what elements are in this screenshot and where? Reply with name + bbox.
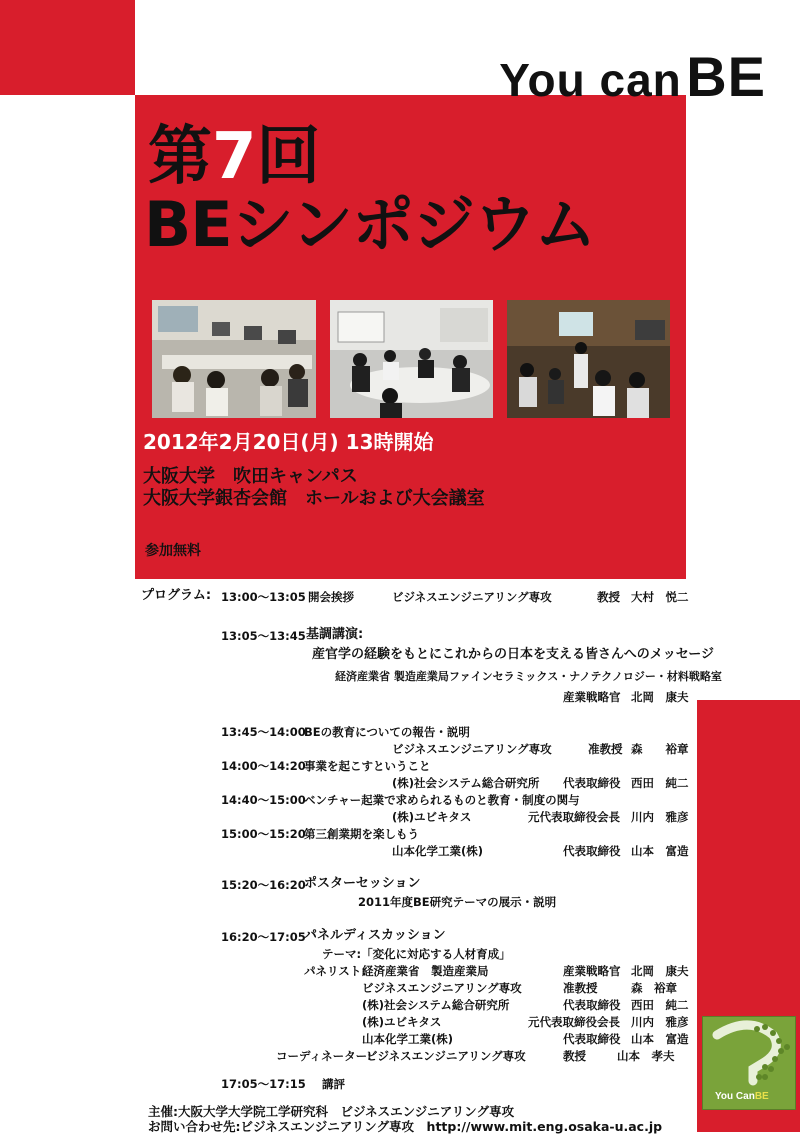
youcanbe-logo bbox=[702, 1016, 796, 1110]
program-org: 山本化学工業(株) bbox=[392, 844, 484, 858]
corner-red-block bbox=[0, 0, 135, 95]
panelist-role: 准教授 bbox=[563, 981, 598, 995]
program-time: 15:00～15:20 bbox=[221, 827, 306, 841]
logo-text-you: You Can bbox=[715, 1091, 755, 1102]
program-name: 山本 富造 bbox=[631, 844, 689, 858]
program-name: 北岡 康夫 bbox=[631, 690, 689, 704]
program-role: 産業戦略官 bbox=[563, 690, 621, 704]
panelist-org: 山本化学工業(株) bbox=[362, 1032, 454, 1046]
program-title: 第三創業期を楽しもう bbox=[304, 827, 419, 841]
title-edition bbox=[148, 122, 321, 192]
panel-theme: テーマ:「変化に対応する人材育成」 bbox=[322, 947, 511, 961]
panelist-name: 森 裕章 bbox=[631, 981, 677, 995]
coordinator-role: 教授 bbox=[563, 1049, 586, 1063]
event-date: 2012年2月20日(月) 13時開始 bbox=[143, 430, 434, 454]
footer-contact: お問い合わせ先:ビジネスエンジニアリング専攻 http://www.mit.eng.osaka-u.ac.jp bbox=[148, 1119, 663, 1134]
program-title: BEの教育についての報告・説明 bbox=[304, 725, 470, 739]
program-title: ベンチャー起業で求められるものと教育・制度の関与 bbox=[304, 793, 580, 807]
program-name: 西田 純二 bbox=[631, 776, 689, 790]
program-org: (株)ユビキタス bbox=[392, 810, 472, 824]
program-role: 元代表取締役会長 bbox=[528, 810, 620, 824]
panelists-label: パネリスト: bbox=[304, 964, 366, 978]
program-title: 事業を起こすということ bbox=[304, 759, 431, 773]
program-label: プログラム: bbox=[141, 588, 212, 603]
coordinator-org: ビジネスエンジニアリング専攻 bbox=[366, 1049, 526, 1063]
footer-host: 主催:大阪大学大学院工学研究科 ビジネスエンジニアリング専攻 bbox=[148, 1104, 515, 1119]
photo-poster-session bbox=[507, 300, 670, 418]
title-suffix: 回 bbox=[256, 120, 321, 194]
logo-text-be: BE bbox=[754, 1091, 769, 1102]
panelist-name: 山本 富造 bbox=[631, 1032, 689, 1046]
program-time: 13:45～14:00 bbox=[221, 725, 306, 739]
program-title: 開会挨拶 bbox=[308, 590, 354, 604]
panelist-role: 代表取締役 bbox=[563, 998, 621, 1012]
title-main: BEシンポジウム bbox=[144, 188, 596, 261]
photo-lab bbox=[152, 300, 316, 418]
program-time: 17:05～17:15 bbox=[221, 1077, 306, 1091]
program-time: 15:20～16:20 bbox=[221, 878, 306, 892]
tagline-big: BE bbox=[686, 45, 766, 108]
event-venue-1: 大阪大学 吹田キャンパス bbox=[143, 466, 358, 487]
program-org: (株)社会システム総合研究所 bbox=[392, 776, 540, 790]
panelist-org: (株)ユビキタス bbox=[362, 1015, 442, 1029]
program-time: 13:05～13:45 bbox=[221, 629, 306, 643]
coordinator-label: コーディネーター: bbox=[276, 1049, 372, 1063]
program-org: ビジネスエンジニアリング専攻 bbox=[392, 590, 552, 604]
tagline-small: You can bbox=[499, 54, 682, 106]
panelist-name: 川内 雅彦 bbox=[631, 1015, 689, 1029]
program-role: 代表取締役 bbox=[563, 776, 621, 790]
poster-subtitle: 2011年度BE研究テーマの展示・説明 bbox=[358, 895, 557, 909]
event-fee: 参加無料 bbox=[145, 543, 201, 559]
program-title: パネルディスカッション bbox=[304, 928, 446, 943]
program-time: 14:40～15:00 bbox=[221, 793, 306, 807]
panelist-name: 西田 純二 bbox=[631, 998, 689, 1012]
tagline bbox=[499, 44, 766, 109]
panelist-org: (株)社会システム総合研究所 bbox=[362, 998, 510, 1012]
program-time: 13:00～13:05 bbox=[221, 590, 306, 604]
event-venue-2: 大阪大学銀杏会館 ホールおよび大会議室 bbox=[143, 488, 485, 509]
title-prefix: 第 bbox=[148, 120, 212, 194]
panelist-role: 元代表取締役会長 bbox=[528, 1015, 620, 1029]
program-time: 16:20～17:05 bbox=[221, 930, 306, 944]
logo-text bbox=[715, 1091, 769, 1102]
panelist-org: 経済産業省 製造産業局 bbox=[362, 964, 489, 978]
panelist-name: 北岡 康夫 bbox=[631, 964, 689, 978]
program-name: 川内 雅彦 bbox=[631, 810, 689, 824]
program-org: 経済産業省 製造産業局ファインセラミックス・ナノテクノロジー・材料戦略室 bbox=[335, 670, 722, 683]
panelist-org: ビジネスエンジニアリング専攻 bbox=[362, 981, 522, 995]
program-title: 基調講演: bbox=[306, 627, 364, 642]
program-title: ポスターセッション bbox=[304, 876, 421, 891]
program-role: 教授 bbox=[597, 590, 620, 604]
program-time: 14:00～14:20 bbox=[221, 759, 306, 773]
panelist-role: 産業戦略官 bbox=[563, 964, 621, 978]
program-role: 准教授 bbox=[588, 742, 623, 756]
panelist-role: 代表取締役 bbox=[563, 1032, 621, 1046]
photo-meeting bbox=[330, 300, 493, 418]
program-title: 講評 bbox=[322, 1077, 345, 1091]
program-org: ビジネスエンジニアリング専攻 bbox=[392, 742, 552, 756]
program-role: 代表取締役 bbox=[563, 844, 621, 858]
program-name: 大村 悦二 bbox=[631, 590, 689, 604]
coordinator-name: 山本 孝夫 bbox=[617, 1049, 675, 1063]
keynote-subtitle: 産官学の経験をもとにこれからの日本を支える皆さんへのメッセージ bbox=[312, 647, 714, 662]
title-number: 7 bbox=[212, 120, 257, 194]
program-name: 森 裕章 bbox=[631, 742, 689, 756]
